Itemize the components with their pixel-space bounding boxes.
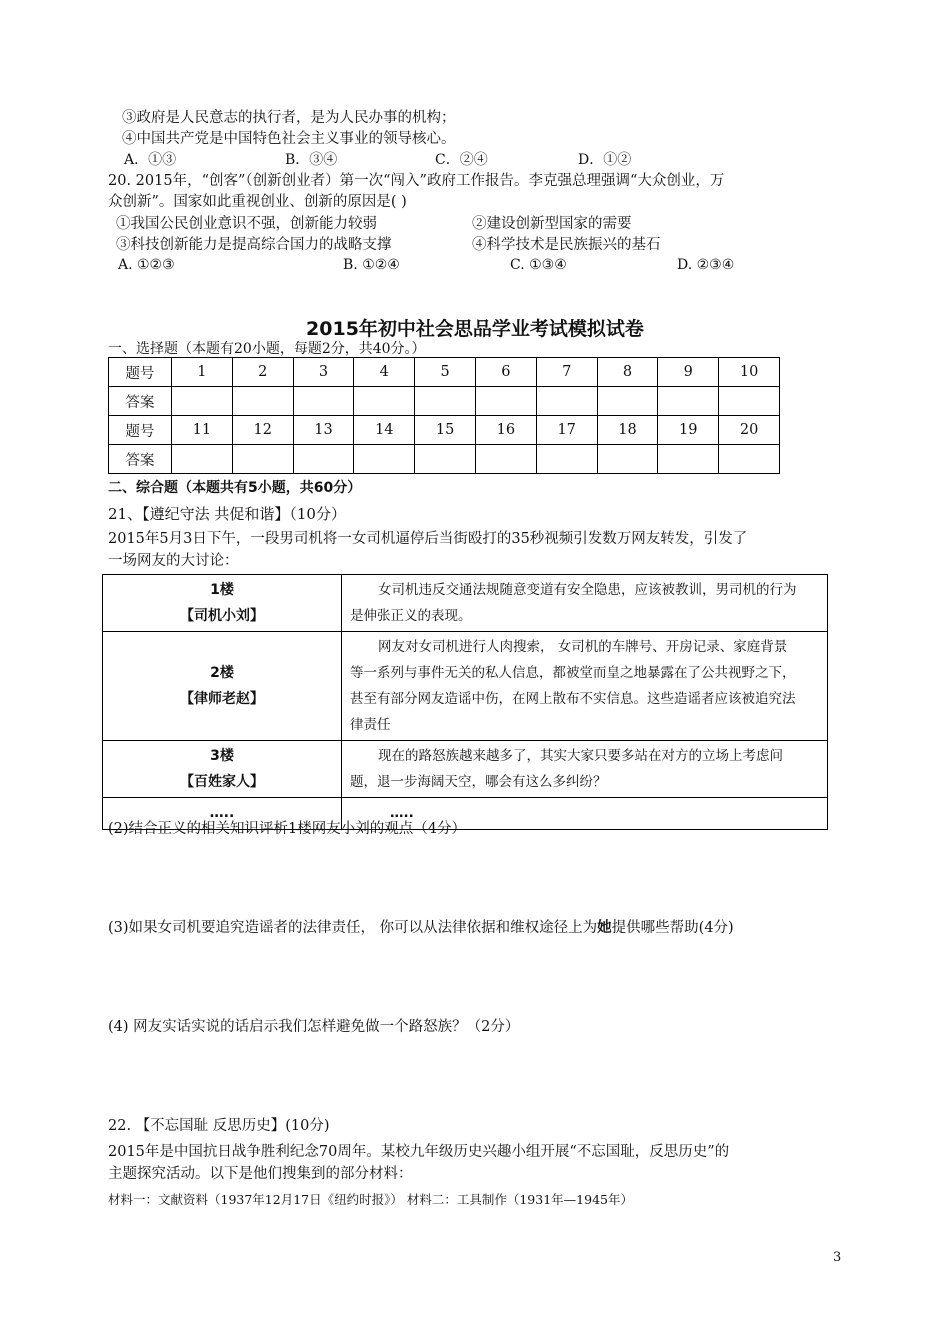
post-line <box>350 634 819 660</box>
forum-post <box>103 632 828 741</box>
row-label-answer: 答案 <box>109 445 172 474</box>
question-number: 14 <box>354 416 415 445</box>
q21-intro-line2: 一场网友的大讨论： <box>108 553 239 569</box>
poster-cell <box>103 575 342 632</box>
row-label-number: 题号 <box>109 416 172 445</box>
row-label-number: 题号 <box>109 358 172 387</box>
poster-name: 【律师老赵】 <box>180 691 264 707</box>
question-number: 13 <box>293 416 354 445</box>
answer-cell[interactable] <box>475 387 536 416</box>
floor-label: 2楼 <box>210 665 234 681</box>
q20-option-d: D. ②③④ <box>677 257 735 273</box>
question-number: 9 <box>658 358 719 387</box>
q19-statement-3: ③政府是人民意志的执行者，是为人民办事的机构； <box>122 110 456 126</box>
question-number: 20 <box>719 416 780 445</box>
question-number: 19 <box>658 416 719 445</box>
answer-grid-answer-row <box>109 387 780 416</box>
question-number: 10 <box>719 358 780 387</box>
answer-cell[interactable] <box>536 387 597 416</box>
answer-cell[interactable] <box>415 387 476 416</box>
question-number: 15 <box>415 416 476 445</box>
q22-header: 22. 【不忘国耻 反思历史】(10分) <box>108 1118 330 1134</box>
q21-sub3-bold: 她 <box>597 920 612 936</box>
answer-cell[interactable] <box>232 387 293 416</box>
answer-cell[interactable] <box>415 445 476 474</box>
q21-sub4: (4) 网友实话实说的话启示我们怎样避免做一个路怒族？（2分） <box>108 1019 520 1035</box>
post-text: 律责任 <box>350 717 391 733</box>
floor-label: 1楼 <box>210 582 234 598</box>
q21-sub3 <box>108 918 734 938</box>
q21-sub3-after: 提供哪些帮助(4分) <box>611 920 734 936</box>
page-number: 3 <box>833 1250 842 1265</box>
answer-grid-number-row <box>109 416 780 445</box>
question-number: 12 <box>232 416 293 445</box>
q20-statement-2: ②建设创新型国家的需要 <box>472 216 632 232</box>
answer-cell[interactable] <box>658 387 719 416</box>
post-text: 甚至有部分网友造谣中伤，在网上散布不实信息。这些造谣者应该被追究法 <box>350 691 796 707</box>
question-number: 6 <box>475 358 536 387</box>
poster-name: 【司机小刘】 <box>180 608 264 624</box>
q21-header: 21、【遵纪守法 共促和谐】（10分） <box>108 505 346 523</box>
q21-sub2: (2)结合正义的相关知识评析1楼网友小刘的观点（4分） <box>108 821 466 837</box>
answer-cell[interactable] <box>719 445 780 474</box>
ellipsis-left: ….. <box>103 798 342 830</box>
q19-statement-4: ④中国共产党是中国特色社会主义事业的领导核心。 <box>122 131 456 147</box>
post-line <box>350 577 819 603</box>
q20-stem-line2: 众创新”。国家如此重视创业、创新的原因是( ) <box>108 194 407 210</box>
answer-cell[interactable] <box>232 445 293 474</box>
poster-cell <box>103 741 342 798</box>
question-number: 3 <box>293 358 354 387</box>
q20-option-a: A. ①②③ <box>118 257 175 273</box>
q19-option-d: D．①② <box>578 152 632 168</box>
q19-option-a: A．①③ <box>124 152 177 168</box>
answer-grid-number-row <box>109 358 780 387</box>
post-message <box>342 632 828 741</box>
answer-cell[interactable] <box>293 387 354 416</box>
question-number: 17 <box>536 416 597 445</box>
question-number: 4 <box>354 358 415 387</box>
answer-cell[interactable] <box>597 445 658 474</box>
q20-statement-4: ④科学技术是民族振兴的基石 <box>472 237 661 253</box>
question-number: 2 <box>232 358 293 387</box>
poster-name: 【百姓家人】 <box>180 774 264 790</box>
forum-post <box>103 575 828 632</box>
post-text: 网友对女司机进行人肉搜索， 女司机的车牌号、开房记录、家庭背景 <box>378 639 788 655</box>
post-text: 题，退一步海阔天空，哪会有这么多纠纷？ <box>350 774 607 790</box>
ellipsis-right: ….. <box>342 798 828 830</box>
answer-cell[interactable] <box>172 445 233 474</box>
post-text: 现在的路怒族越来越多了，其实大家只要多站在对方的立场上考虑问 <box>378 748 783 764</box>
q20-stem-line1: 20. 2015年，“创客”（创新创业者）第一次“闯入”政府工作报告。李克强总理强调“大众创业，万 <box>108 173 725 189</box>
answer-cell[interactable] <box>719 387 780 416</box>
post-text: 是伸张正义的表现。 <box>350 608 472 624</box>
q19-option-c: C．②④ <box>435 152 488 168</box>
row-label-answer: 答案 <box>109 387 172 416</box>
exam-title: 2015年初中社会思品学业考试模拟试卷 <box>306 318 644 340</box>
poster-cell <box>103 632 342 741</box>
question-number: 11 <box>172 416 233 445</box>
q20-option-b: B. ①②④ <box>343 257 400 273</box>
answer-cell[interactable] <box>658 445 719 474</box>
answer-cell[interactable] <box>536 445 597 474</box>
post-line <box>350 743 819 769</box>
post-message <box>342 575 828 632</box>
post-message <box>342 741 828 798</box>
question-number: 18 <box>597 416 658 445</box>
forum-discussion-table <box>102 574 828 830</box>
forum-post <box>103 741 828 798</box>
section-2-heading: 二、综合题（本题共有5小题，共60分） <box>108 480 362 496</box>
q21-intro-line1: 2015年5月3日下午，一段男司机将一女司机逼停后当街殴打的35秒视频引发数万网友转发，引发了 <box>108 531 748 547</box>
answer-cell[interactable] <box>354 445 415 474</box>
q20-statement-3: ③科技创新能力是提高综合国力的战略支撑 <box>116 237 392 253</box>
question-number: 8 <box>597 358 658 387</box>
q20-statement-1: ①我国公民创业意识不强，创新能力较弱 <box>116 216 377 232</box>
post-text: 女司机违反交通法规随意变道有安全隐患，应该被教训，男司机的行为 <box>378 582 797 598</box>
answer-grid-answer-row <box>109 445 780 474</box>
question-number: 1 <box>172 358 233 387</box>
post-text: 等一系列与事件无关的私人信息，都被堂而皇之地暴露在了公共视野之下， <box>350 665 796 681</box>
question-number: 7 <box>536 358 597 387</box>
answer-grid <box>108 357 780 474</box>
q20-option-c: C. ①③④ <box>510 257 567 273</box>
section-1-heading: 一、选择题（本题有20小题，每题2分，共40分。） <box>108 341 426 357</box>
answer-cell[interactable] <box>597 387 658 416</box>
q22-materials: 材料一：文献资料（1937年12月17日《纽约时报》） 材料二：工具制作（1931年—1945年） <box>108 1192 633 1207</box>
answer-cell[interactable] <box>354 387 415 416</box>
answer-cell[interactable] <box>475 445 536 474</box>
q22-line1: 2015年是中国抗日战争胜利纪念70周年。某校九年级历史兴趣小组开展“不忘国耻，反思历史”的 <box>108 1144 730 1160</box>
question-number: 16 <box>475 416 536 445</box>
answer-cell[interactable] <box>172 387 233 416</box>
floor-label: 3楼 <box>210 748 234 764</box>
question-number: 5 <box>415 358 476 387</box>
answer-cell[interactable] <box>293 445 354 474</box>
q19-option-b: B．③④ <box>285 152 338 168</box>
q22-line2: 主题探究活动。以下是他们搜集到的部分材料： <box>108 1166 413 1182</box>
q21-sub3-before: (3)如果女司机要追究造谣者的法律责任， 你可以从法律依据和维权途径上为 <box>108 920 598 936</box>
